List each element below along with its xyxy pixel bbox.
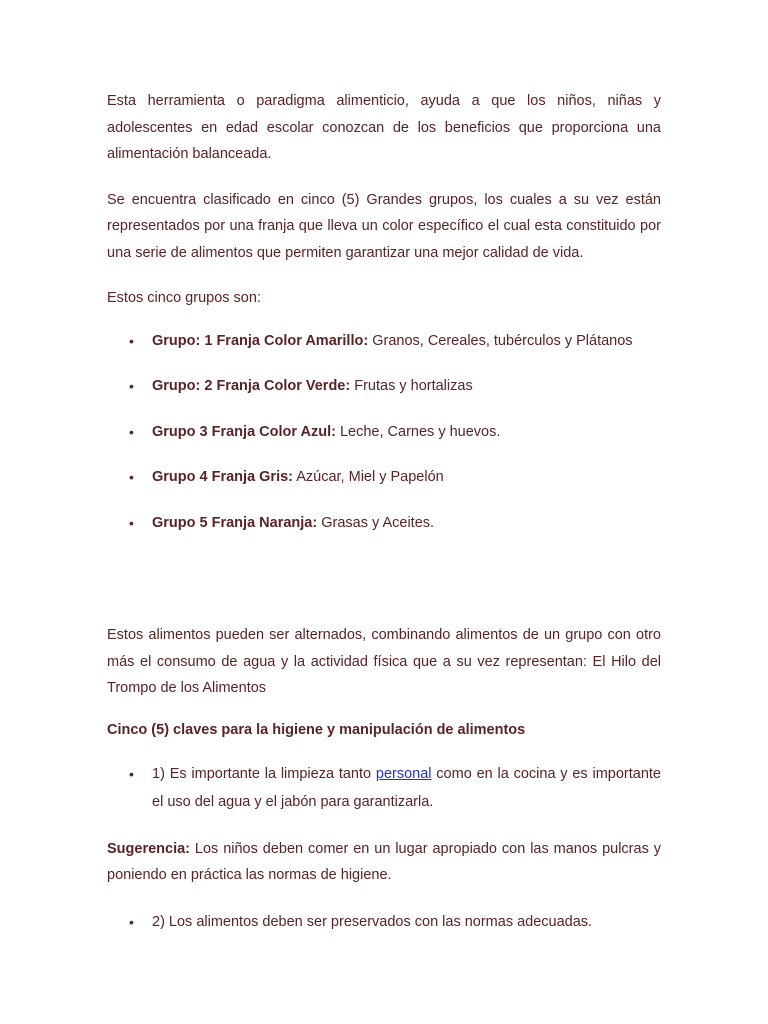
key-2-text: 2) Los alimentos deben ser preservados con las normas adecuadas. [152, 913, 593, 930]
hygiene-keys-list-2 [107, 908, 661, 937]
bullet-icon: • [129, 514, 134, 531]
group-label: Grupo 3 Franja Color Azul: [152, 423, 336, 440]
suggestion-paragraph [107, 836, 661, 889]
food-groups-list [107, 332, 661, 560]
group-text: Grasas y Aceites. [317, 514, 435, 531]
groups-intro-paragraph: Estos cinco grupos son: [107, 290, 261, 306]
suggestion-text: Los niños deben comer en un lugar apropiado con las manos pulcras y poniendo en práctica las normas de higiene. [107, 840, 661, 883]
bullet-icon: • [129, 332, 134, 349]
list-item-group-5 [107, 514, 661, 560]
bullet-icon: • [129, 423, 134, 440]
list-item-key-1 [107, 760, 661, 817]
list-item-group-1 [107, 332, 661, 378]
bullet-icon: • [129, 913, 134, 930]
hygiene-keys-list-1 [107, 760, 661, 817]
intro-paragraph: Esta herramienta o paradigma alimenticio, ayuda a que los niños, niñas y adolescentes en edad escolar conozcan de los beneficios que proporciona una alimentación balanceada. [107, 93, 661, 162]
key-1-text-after: como en la cocina y es importante el uso del agua y el jabón para garantizarla. [152, 765, 661, 810]
group-text: Frutas y hortalizas [350, 378, 473, 394]
group-text: Leche, Carnes y huevos. [335, 423, 501, 440]
classification-paragraph: Se encuentra clasificado en cinco (5) Grandes grupos, los cuales a su vez están representados por una franja que lleva un color específico el cual esta constituido por una serie de alimentos que permiten garantizar una mejor calidad de vida. [107, 191, 661, 261]
group-label: Grupo: 2 Franja Color Verde: [152, 378, 351, 394]
bullet-icon: • [129, 765, 134, 782]
alternation-paragraph: Estos alimentos pueden ser alternados, combinando alimentos de un grupo con otro más el consumo de agua y la actividad física que a su vez representan: El Hilo del Trompo de los Alimentos [107, 627, 661, 696]
list-item-group-2 [107, 377, 661, 423]
list-item-group-4 [107, 468, 661, 514]
list-item-group-3 [107, 423, 661, 469]
bullet-icon: • [129, 378, 134, 394]
group-text: Azúcar, Miel y Papelón [293, 469, 444, 485]
keys-heading: Cinco (5) claves para la higiene y manipulación de alimentos [107, 721, 526, 738]
section-spacer [107, 559, 661, 622]
list-item-key-2 [107, 908, 661, 937]
document-page [107, 88, 661, 936]
group-label: Grupo: 1 Franja Color Amarillo: [152, 332, 369, 349]
group-label: Grupo 5 Franja Naranja: [152, 514, 318, 531]
personal-link[interactable]: personal [375, 765, 432, 782]
key-1-text-before: 1) Es importante la limpieza tanto [152, 765, 376, 782]
group-label: Grupo 4 Franja Gris: [152, 469, 293, 485]
suggestion-label: Sugerencia: [107, 840, 190, 857]
group-text: Granos, Cereales, tubérculos y Plátanos [368, 332, 633, 349]
bullet-icon: • [129, 469, 134, 485]
